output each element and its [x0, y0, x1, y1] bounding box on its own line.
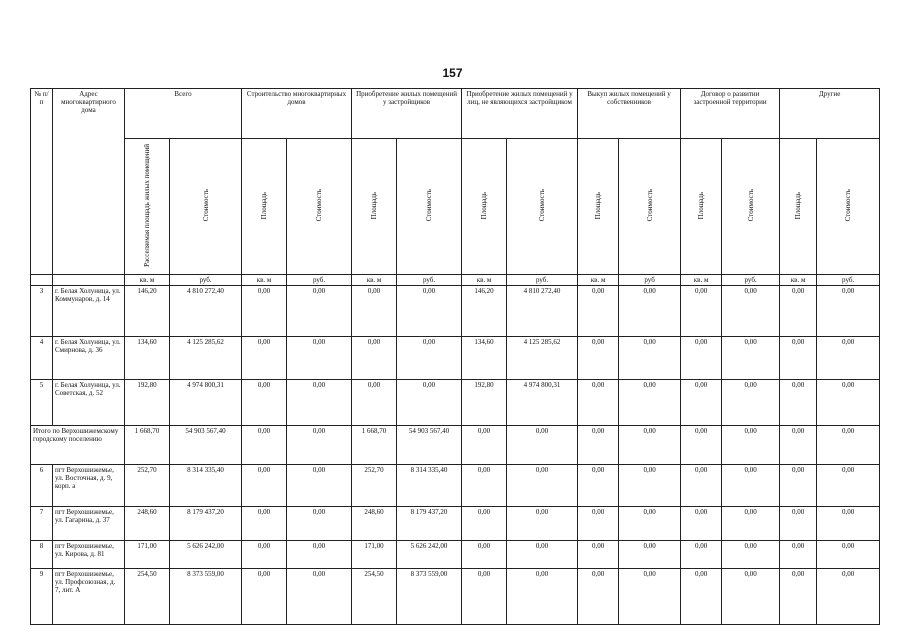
row-value: 0,00	[242, 541, 287, 569]
sub-header: Стоимость	[817, 139, 880, 275]
group-header-construction: Строительство многоквартирных домов	[242, 89, 352, 139]
table-row	[31, 380, 880, 426]
unit-cell	[31, 275, 53, 286]
row-value: 0,00	[287, 380, 352, 426]
row-number: 5	[31, 380, 53, 426]
total-value: 54 903 567,40	[170, 426, 242, 465]
row-number: 4	[31, 337, 53, 380]
total-value: 1 668,70	[352, 426, 397, 465]
row-value: 0,00	[681, 380, 722, 426]
row-value: 0,00	[722, 507, 780, 541]
row-value: 0,00	[578, 337, 619, 380]
row-value: 0,00	[507, 569, 578, 625]
header-row-groups	[31, 89, 880, 139]
total-value: 0,00	[722, 426, 780, 465]
total-value: 0,00	[681, 426, 722, 465]
row-value: 0,00	[242, 507, 287, 541]
row-value: 0,00	[507, 541, 578, 569]
row-value: 0,00	[619, 286, 681, 337]
row-value: 0,00	[681, 507, 722, 541]
page-number: 157	[442, 66, 463, 80]
unit-cell: руб.	[817, 275, 880, 286]
row-value: 0,00	[462, 507, 507, 541]
row-value: 0,00	[287, 507, 352, 541]
row-value: 0,00	[817, 569, 880, 625]
sub-header: Площадь	[578, 139, 619, 275]
row-value: 4 125 285,62	[507, 337, 578, 380]
unit-cell: кв. м	[242, 275, 287, 286]
row-value: 0,00	[817, 507, 880, 541]
row-value: 248,60	[352, 507, 397, 541]
group-header-development-agreement: Договор о развитии застроенной территории	[681, 89, 780, 139]
row-value: 4 810 272,40	[507, 286, 578, 337]
total-label: Итого по Верхошижемскому городскому поселению	[31, 426, 125, 465]
row-value: 0,00	[287, 286, 352, 337]
row-value: 8 179 437,20	[170, 507, 242, 541]
unit-cell: руб.	[722, 275, 780, 286]
unit-cell: кв. м	[352, 275, 397, 286]
row-value: 5 626 242,00	[397, 541, 462, 569]
group-header-non-developer: Приобретение жилых помещений у лиц, не являющихся застройщиком	[462, 89, 578, 139]
units-row	[31, 275, 880, 286]
row-value: 0,00	[507, 465, 578, 507]
row-value: 0,00	[722, 569, 780, 625]
header-row-sub	[31, 139, 880, 275]
total-value: 0,00	[578, 426, 619, 465]
row-value: 0,00	[578, 507, 619, 541]
row-number: 9	[31, 569, 53, 625]
unit-cell: руб.	[507, 275, 578, 286]
row-value: 171,00	[125, 541, 170, 569]
row-value: 0,00	[817, 337, 880, 380]
row-value: 0,00	[578, 465, 619, 507]
row-value: 0,00	[780, 286, 817, 337]
unit-cell	[53, 275, 125, 286]
col-address-header: Адрес многоквартирного дома	[53, 89, 125, 275]
row-value: 0,00	[462, 465, 507, 507]
unit-cell: кв. м	[681, 275, 722, 286]
row-value: 0,00	[287, 541, 352, 569]
unit-cell: кв. м	[125, 275, 170, 286]
row-value: 0,00	[578, 380, 619, 426]
row-address: пгт Верхошижемье, ул. Восточная, д. 9, корп. а	[53, 465, 125, 507]
sub-header: Площадь	[681, 139, 722, 275]
row-value: 134,60	[462, 337, 507, 380]
row-value: 0,00	[681, 465, 722, 507]
group-header-developer: Приобретение жилых помещений у застройщиков	[352, 89, 462, 139]
row-address: г. Белая Холуница, ул. Смирнова, д. 36	[53, 337, 125, 380]
row-value: 0,00	[780, 380, 817, 426]
total-value: 0,00	[242, 426, 287, 465]
resettlement-table	[30, 88, 880, 625]
table-row	[31, 507, 880, 541]
row-value: 0,00	[287, 465, 352, 507]
row-value: 4 974 800,31	[507, 380, 578, 426]
unit-cell: руб.	[287, 275, 352, 286]
table-row	[31, 569, 880, 625]
row-number: 7	[31, 507, 53, 541]
table-row	[31, 541, 880, 569]
row-value: 0,00	[352, 380, 397, 426]
table-body-b	[31, 465, 880, 625]
row-value: 0,00	[681, 569, 722, 625]
row-address: пгт Верхошижемье, ул. Кирова, д. 81	[53, 541, 125, 569]
row-address: пгт Верхошижемье, ул. Профсоюзная, д. 7, лит. А	[53, 569, 125, 625]
row-value: 4 125 285,62	[170, 337, 242, 380]
row-value: 0,00	[681, 541, 722, 569]
unit-cell: кв. м	[780, 275, 817, 286]
row-value: 0,00	[722, 380, 780, 426]
sub-header: Площадь	[352, 139, 397, 275]
row-value: 0,00	[619, 465, 681, 507]
row-value: 134,60	[125, 337, 170, 380]
row-value: 8 373 559,00	[170, 569, 242, 625]
row-value: 0,00	[242, 380, 287, 426]
sub-header: Стоимость	[287, 139, 352, 275]
row-value: 0,00	[352, 286, 397, 337]
row-value: 0,00	[780, 337, 817, 380]
row-value: 0,00	[462, 569, 507, 625]
row-address: г. Белая Холуница, ул. Коммунаров, д. 14	[53, 286, 125, 337]
row-value: 0,00	[507, 507, 578, 541]
row-value: 5 626 242,00	[170, 541, 242, 569]
table-row	[31, 337, 880, 380]
group-header-other: Другие	[780, 89, 880, 139]
row-value: 0,00	[578, 541, 619, 569]
row-value: 0,00	[722, 337, 780, 380]
row-value: 146,20	[125, 286, 170, 337]
table-body-total	[31, 426, 880, 465]
row-value: 0,00	[619, 569, 681, 625]
row-number: 6	[31, 465, 53, 507]
total-value: 54 903 567,40	[397, 426, 462, 465]
sub-header: Площадь	[242, 139, 287, 275]
total-value: 0,00	[287, 426, 352, 465]
table-body-a	[31, 286, 880, 426]
row-value: 254,50	[125, 569, 170, 625]
row-value: 0,00	[817, 380, 880, 426]
row-value: 0,00	[242, 286, 287, 337]
total-value: 0,00	[619, 426, 681, 465]
row-value: 252,70	[352, 465, 397, 507]
row-value: 0,00	[817, 541, 880, 569]
row-value: 0,00	[462, 541, 507, 569]
row-value: 192,80	[125, 380, 170, 426]
row-value: 0,00	[780, 507, 817, 541]
sub-header: Стоимость	[507, 139, 578, 275]
row-value: 0,00	[578, 286, 619, 337]
row-value: 0,00	[780, 569, 817, 625]
row-value: 0,00	[681, 286, 722, 337]
total-value: 0,00	[462, 426, 507, 465]
table-row	[31, 286, 880, 337]
unit-cell: руб.	[170, 275, 242, 286]
total-value: 0,00	[817, 426, 880, 465]
row-value: 4 810 272,40	[170, 286, 242, 337]
group-header-buyout: Выкуп жилых помещений у собственников	[578, 89, 681, 139]
row-value: 0,00	[242, 569, 287, 625]
row-value: 254,50	[352, 569, 397, 625]
row-value: 8 314 335,40	[170, 465, 242, 507]
row-value: 0,00	[619, 507, 681, 541]
row-value: 248,60	[125, 507, 170, 541]
row-value: 171,00	[352, 541, 397, 569]
row-address: пгт Верхошижемье, ул. Гагарина, д. 37	[53, 507, 125, 541]
unit-cell: кв. м	[462, 275, 507, 286]
row-value: 0,00	[722, 286, 780, 337]
sub-header: Расселяемая площадь жилых помещений	[125, 139, 170, 275]
unit-cell: руб	[619, 275, 681, 286]
row-value: 146,20	[462, 286, 507, 337]
row-number: 8	[31, 541, 53, 569]
total-row	[31, 426, 880, 465]
row-value: 0,00	[352, 337, 397, 380]
row-address: г. Белая Холуница, ул. Советская, д. 52	[53, 380, 125, 426]
row-value: 8 373 559,00	[397, 569, 462, 625]
sub-header: Площадь	[462, 139, 507, 275]
row-value: 0,00	[780, 465, 817, 507]
sub-header: Площадь	[780, 139, 817, 275]
row-value: 0,00	[722, 465, 780, 507]
row-value: 0,00	[287, 569, 352, 625]
row-value: 192,80	[462, 380, 507, 426]
total-value: 0,00	[780, 426, 817, 465]
sub-header: Стоимость	[619, 139, 681, 275]
row-value: 0,00	[397, 380, 462, 426]
row-value: 0,00	[817, 286, 880, 337]
row-value: 0,00	[619, 337, 681, 380]
row-value: 0,00	[619, 380, 681, 426]
row-value: 8 314 335,40	[397, 465, 462, 507]
row-number: 3	[31, 286, 53, 337]
total-value: 0,00	[507, 426, 578, 465]
sub-header: Стоимость	[170, 139, 242, 275]
table-row	[31, 465, 880, 507]
unit-cell: кв. м	[578, 275, 619, 286]
row-value: 0,00	[722, 541, 780, 569]
sub-header: Стоимость	[722, 139, 780, 275]
row-value: 0,00	[397, 286, 462, 337]
row-value: 4 974 800,31	[170, 380, 242, 426]
col-no-header: № п/п	[31, 89, 53, 275]
row-value: 0,00	[619, 541, 681, 569]
unit-cell: руб.	[397, 275, 462, 286]
row-value: 0,00	[681, 337, 722, 380]
row-value: 252,70	[125, 465, 170, 507]
sub-header: Стоимость	[397, 139, 462, 275]
row-value: 0,00	[242, 465, 287, 507]
row-value: 0,00	[817, 465, 880, 507]
row-value: 0,00	[242, 337, 287, 380]
row-value: 8 179 437,20	[397, 507, 462, 541]
row-value: 0,00	[780, 541, 817, 569]
group-header-total: Всего	[125, 89, 242, 139]
row-value: 0,00	[578, 569, 619, 625]
total-value: 1 668,70	[125, 426, 170, 465]
row-value: 0,00	[287, 337, 352, 380]
row-value: 0,00	[397, 337, 462, 380]
